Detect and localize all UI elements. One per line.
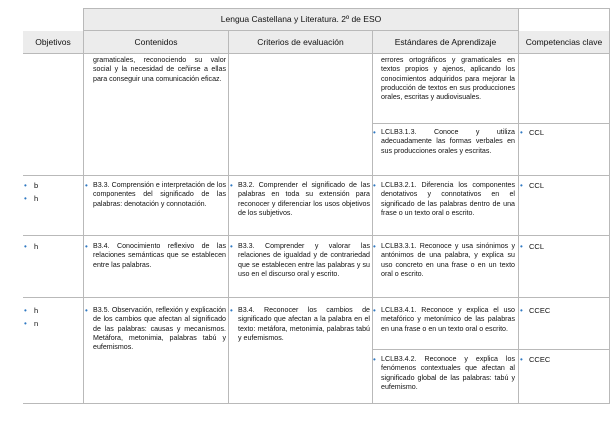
objetivo-label: h (34, 194, 39, 203)
objetivo-label: h (34, 242, 39, 251)
objetivo-label: h (34, 306, 39, 315)
objetivo-label: n (34, 319, 39, 328)
objetivo-bullet: • (24, 306, 27, 315)
competencia-label: CCL (529, 128, 545, 137)
estandar-bullet: • (373, 128, 376, 137)
contenido-text: B3.4. Conocimiento reflexivo de las relaciones semánticas que se establecen entre las palabras. (93, 242, 226, 269)
estandar-text: LCLB3.4.2. Reconoce y explica los fenómenos contextuales que afectan al significado global de las palabras: tabú y eufemismo. (381, 355, 515, 391)
contenido-text: B3.5. Observación, reflexión y explicación de los cambios que afectan al significado de las palabras: causas y mecanismos. Metáfora, metonimia, palabras tabú y eufemismos. (93, 306, 226, 352)
grid-line (372, 30, 373, 404)
contenido-bullet: • (85, 181, 88, 190)
grid-line (609, 8, 610, 404)
contenido-text: gramaticales, reconociendo su valor social y la necesidad de ceñirse a ellas para conseguir una comunicación eficaz. (93, 56, 226, 83)
objetivo-bullet: • (24, 194, 27, 203)
objetivo-label: b (34, 181, 39, 190)
contenido-text: B3.3. Comprensión e interpretación de los componentes del significado de las palabras: denotación y connotación. (93, 181, 226, 208)
competencia-bullet: • (520, 181, 523, 190)
objetivo-bullet: • (24, 319, 27, 328)
contenido-bullet: • (85, 242, 88, 251)
grid-line (373, 123, 609, 124)
contenido-bullet: • (85, 306, 88, 315)
grid-line (228, 30, 229, 404)
criterio-text: B3.3. Comprender y valorar las relaciones de igualdad y de contrariedad que se establecen entre las palabras y su uso en el discurso oral y escrito. (238, 242, 370, 278)
grid-line (23, 297, 609, 298)
competencia-bullet: • (520, 306, 523, 315)
estandar-text: LCLB3.3.1. Reconoce y usa sinónimos y antónimos de una palabra, y explica su uso concreto en una frase o en un texto oral o escrito. (381, 242, 515, 278)
estandar-text: LCLB3.2.1. Diferencia los componentes denotativos y connotativos en el significado de las palabras dentro de una frase o un texto oral o escrito. (381, 181, 515, 217)
objetivo-bullet: • (24, 181, 27, 190)
header-estandares: Estándares de Aprendizaje (394, 37, 497, 47)
estandar-text: LCLB3.1.3. Conoce y utiliza adecuadamente las formas verbales en sus producciones orales y escritas. (381, 128, 515, 155)
objetivo-bullet: • (24, 242, 27, 251)
criterio-bullet: • (230, 242, 233, 251)
grid-line (83, 8, 84, 404)
header-contenidos: Contenidos (134, 37, 178, 47)
estandar-bullet: • (373, 181, 376, 190)
estandar-bullet: • (373, 355, 376, 364)
criterio-text: B3.4. Reconocer los cambios de significado que afectan a la palabra en el texto: metáfora, metonimia, palabras tabú y eufemismos. (238, 306, 370, 342)
grid-line (23, 175, 609, 176)
competencia-bullet: • (520, 355, 523, 364)
criterio-bullet: • (230, 306, 233, 315)
grid-line (373, 349, 609, 350)
competencia-label: CCEC (529, 355, 551, 364)
estandar-text: LCLB3.4.1. Reconoce y explica el uso metafórico y metonímico de las palabras en una frase o en un texto oral o escrito. (381, 306, 515, 333)
header-objetivos: Objetivos (35, 37, 71, 47)
criterio-text: B3.2. Comprender el significado de las palabras en toda su extensión para reconocer y diferenciar los usos objetivos de los subjetivos. (238, 181, 370, 217)
header-competencias: Competencias clave (525, 37, 603, 47)
competencia-label: CCL (529, 242, 545, 251)
table-title: Lengua Castellana y Literatura. 2º de ESO (220, 14, 382, 24)
grid-line (23, 235, 609, 236)
estandar-text: errores ortográficos y gramaticales en textos propios y ajenos, aplicando los conocimientos adquiridos para mejorar la producción de textos en sus producciones orales, escritas y audiovisuales. (381, 56, 515, 102)
criterio-bullet: • (230, 181, 233, 190)
grid-line (23, 53, 609, 54)
estandar-bullet: • (373, 242, 376, 251)
competencia-label: CCL (529, 181, 545, 190)
competencia-bullet: • (520, 242, 523, 251)
estandar-bullet: • (373, 306, 376, 315)
competencia-label: CCEC (529, 306, 551, 315)
competencia-bullet: • (520, 128, 523, 137)
grid-line (518, 8, 519, 404)
header-criterios: Criterios de evaluación (257, 37, 344, 47)
grid-line (23, 403, 609, 404)
